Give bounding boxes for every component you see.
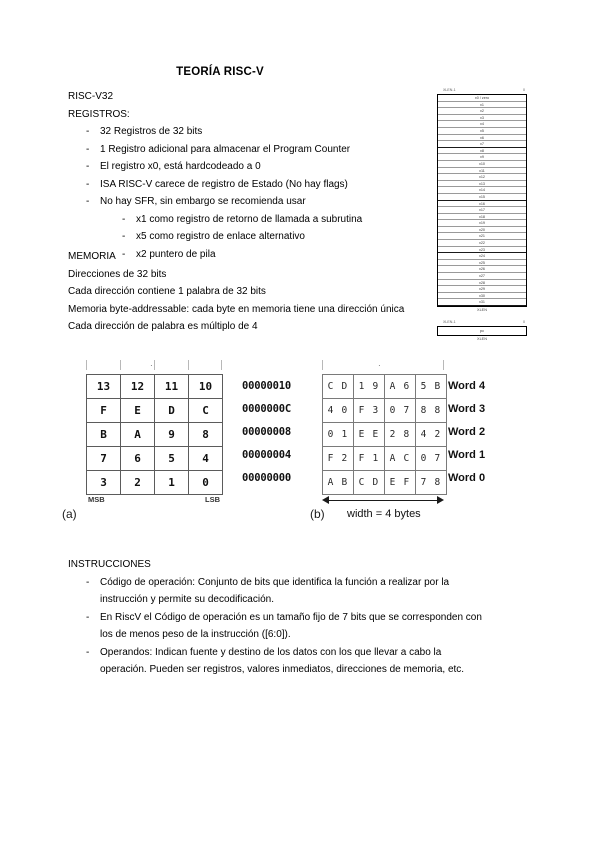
word-byte-cell: 0 7 [385,399,416,423]
byte-cell: B [87,423,121,447]
address-value: 00000004 [242,449,291,461]
register-row: x3 [438,115,526,122]
word-byte-cell: F 1 [354,447,385,471]
memoria-line-0: Direcciones de 32 bits [68,268,167,280]
instruccion-bullet-text: Código de operación: Conjunto de bits que identifica la función a realizar por la instrucción y permite su decodificación. [100,576,450,605]
lsb-label: LSB [205,495,220,504]
register-row: x16 [438,201,526,208]
word-byte-cell: E F [385,471,416,495]
register-row: x22 [438,240,526,247]
word-table-row [323,375,447,399]
register-row: x12 [438,174,526,181]
word-byte-cell: C D [354,471,385,495]
bullet-dash: - [86,161,90,172]
register-row: x19 [438,220,526,227]
word-label: Word 2 [448,426,486,438]
word-byte-cell: E E [354,423,385,447]
word-byte-cell: 4 2 [416,423,447,447]
registro-subbullet-text: x5 como registro de enlace alternativo [136,231,305,242]
bullet-dash: - [122,248,126,260]
registro-bullet-0 [68,123,362,141]
word-table-row [323,399,447,423]
registro-bullet-text: El registro x0, está hardcodeado a 0 [100,161,261,172]
register-row: x11 [438,168,526,175]
pc-axis [437,318,527,326]
word-byte-cell: 4 0 [323,399,354,423]
register-row: x15 [438,194,526,201]
byte-cell: 12 [121,375,155,399]
register-row: x17 [438,207,526,214]
registro-subbullet-text: x2 puntero de pila [136,248,216,260]
byte-cell: 10 [189,375,223,399]
bullet-dash: - [86,126,90,137]
registro-bullet-2 [68,158,362,176]
memoria-line-2: Memoria byte-addressable: cada byte en memoria tiene una dirección única [68,303,405,315]
byte-cell: 13 [87,375,121,399]
registro-bullet-text: No hay SFR, sin embargo se recomienda usar [100,196,306,207]
registro-bullet-1 [68,141,362,159]
instrucciones-block [68,556,488,679]
registro-bullet-text: ISA RISC-V carece de registro de Estado (No hay flags) [100,178,348,190]
memoria-block [68,248,420,336]
address-value: 00000008 [242,426,291,438]
msb-label: MSB [88,495,105,504]
registro-subbullet-0 [68,211,362,229]
register-row: x26 [438,266,526,273]
register-row: x31 [438,299,526,306]
registro-subbullet-1 [68,228,362,246]
register-row: x29 [438,286,526,293]
figure-label-b: (b) [310,507,325,521]
word-byte-cell: A B [323,471,354,495]
bullet-dash: - [86,178,90,190]
register-file-diagram [437,86,527,343]
register-row: x14 [438,187,526,194]
byte-table-row [87,471,223,495]
page-title: TEORÍA RISC-V [176,66,264,78]
word-table-row [323,471,447,495]
byte-cell: 9 [155,423,189,447]
byte-cell: 8 [189,423,223,447]
bullet-dash: - [86,143,90,155]
word-byte-cell: C D [323,375,354,399]
pc-caption: XLEN [477,337,487,341]
intro-line-0: RISC-V32 [68,91,114,102]
register-row: x28 [438,280,526,287]
word-table [322,374,447,495]
width-label: width = 4 bytes [347,508,421,520]
instruccion-bullet-1 [68,609,488,644]
instruccion-bullet-text: En RiscV el Código de operación es un tamaño fijo de 7 bits que se corresponden con los de menos peso de la instrucción ([6:0]). [100,611,482,640]
word-byte-cell: A C [385,447,416,471]
registro-bullet-3 [68,176,362,194]
word-table-ticks [322,360,444,374]
register-row: x20 [438,227,526,234]
byte-table-ticks [86,360,222,374]
register-row: x5 [438,128,526,135]
register-row: x1 [438,102,526,109]
regfile-axis-right: 0 [523,88,525,92]
byte-table-row [87,399,223,423]
register-row: x18 [438,214,526,221]
registro-bullet-4 [68,193,362,211]
arrow-head-right-icon [437,496,444,504]
word-label: Word 4 [448,380,486,392]
registro-subbullet-text: x1 como registro de retorno de llamada a subrutina [136,213,363,225]
instruccion-bullet-text: Operandos: Indican fuente y destino de los datos con los que llevar a cabo la operación. Pueden ser registros, valores inmediatos, direcciones de memoria, etc. [100,646,465,675]
register-row: x6 [438,135,526,142]
address-column [242,375,291,490]
register-row: x7 [438,141,526,148]
pc-label: pc [479,328,485,333]
pc-axis-right: 0 [523,320,525,324]
register-row: x4 [438,121,526,128]
word-addressing-figure [322,360,447,507]
byte-cell: 11 [155,375,189,399]
memoria-line-1: Cada dirección contiene 1 palabra de 32 bits [68,286,266,297]
instrucciones-heading: INSTRUCCIONES [68,559,151,570]
memoria-line-3: Cada dirección de palabra es múltiplo de 4 [68,321,258,332]
register-row: x13 [438,181,526,188]
regfile-axis [437,86,527,94]
word-label: Word 1 [448,449,486,461]
word-byte-cell: 0 1 [323,423,354,447]
byte-table-row [87,423,223,447]
byte-table [86,374,223,495]
word-byte-cell: 0 7 [416,447,447,471]
pc-register-diagram [437,318,527,343]
register-row: x23 [438,247,526,254]
byte-cell: A [121,423,155,447]
registro-bullet-text: 32 Registros de 32 bits [100,126,203,137]
byte-cell: 0 [189,471,223,495]
byte-cell: E [121,399,155,423]
bullet-dash: - [122,213,126,225]
memoria-heading: MEMORIA [68,251,116,262]
figure-label-a: (a) [62,507,77,521]
pc-axis-left: XLEN-1 [443,320,456,324]
word-byte-cell: 8 8 [416,399,447,423]
byte-cell: D [155,399,189,423]
register-row: x8 [438,148,526,155]
byte-cell: 2 [121,471,155,495]
word-label: Word 3 [448,403,486,415]
register-row: x24 [438,253,526,260]
byte-cell: 5 [155,447,189,471]
register-row: x25 [438,260,526,267]
regfile-axis-left: XLEN-1 [443,88,456,92]
word-table-row [323,447,447,471]
regfile-box [437,94,527,307]
arrow-line [327,500,439,501]
address-value: 00000010 [242,380,291,392]
byte-cell: 6 [121,447,155,471]
word-label: Word 0 [448,472,486,484]
byte-table-row [87,375,223,399]
pc-box [437,326,527,336]
address-value: 0000000C [242,403,291,415]
word-byte-cell: 2 8 [385,423,416,447]
word-table-row [323,423,447,447]
intro-block [68,88,362,263]
bullet-dash: - [86,576,90,588]
byte-table-row [87,447,223,471]
register-row: x9 [438,154,526,161]
bullet-dash: - [86,646,90,658]
bullet-dash: - [122,231,126,242]
byte-cell: 1 [155,471,189,495]
byte-cell: 7 [87,447,121,471]
word-label-column [448,375,485,490]
address-value: 00000000 [242,472,291,484]
word-byte-cell: F 2 [323,447,354,471]
instruccion-bullet-0 [68,574,488,609]
msb-lsb-strip [86,495,222,508]
register-row: x0 / zero [438,95,526,102]
registro-bullet-text: 1 Registro adicional para almacenar el Program Counter [100,143,351,155]
word-byte-cell: 1 9 [354,375,385,399]
word-byte-cell: 7 8 [416,471,447,495]
width-arrow [322,495,444,507]
instruccion-bullet-2 [68,644,488,679]
register-row: x2 [438,108,526,115]
regfile-caption: XLEN [477,308,487,312]
word-byte-cell: A 6 [385,375,416,399]
byte-cell: C [189,399,223,423]
byte-cell: F [87,399,121,423]
intro-line-1: REGISTROS: [68,108,130,120]
byte-table-ellipsis: · [150,361,154,370]
byte-cell: 4 [189,447,223,471]
word-byte-cell: F 3 [354,399,385,423]
register-row: x10 [438,161,526,168]
word-table-ellipsis: · [378,361,382,370]
bullet-dash: - [86,611,90,623]
register-row: x27 [438,273,526,280]
byte-cell: 3 [87,471,121,495]
register-row: x21 [438,233,526,240]
byte-addressing-figure [86,360,223,508]
bullet-dash: - [86,196,90,207]
word-byte-cell: 5 B [416,375,447,399]
register-row: x30 [438,293,526,300]
